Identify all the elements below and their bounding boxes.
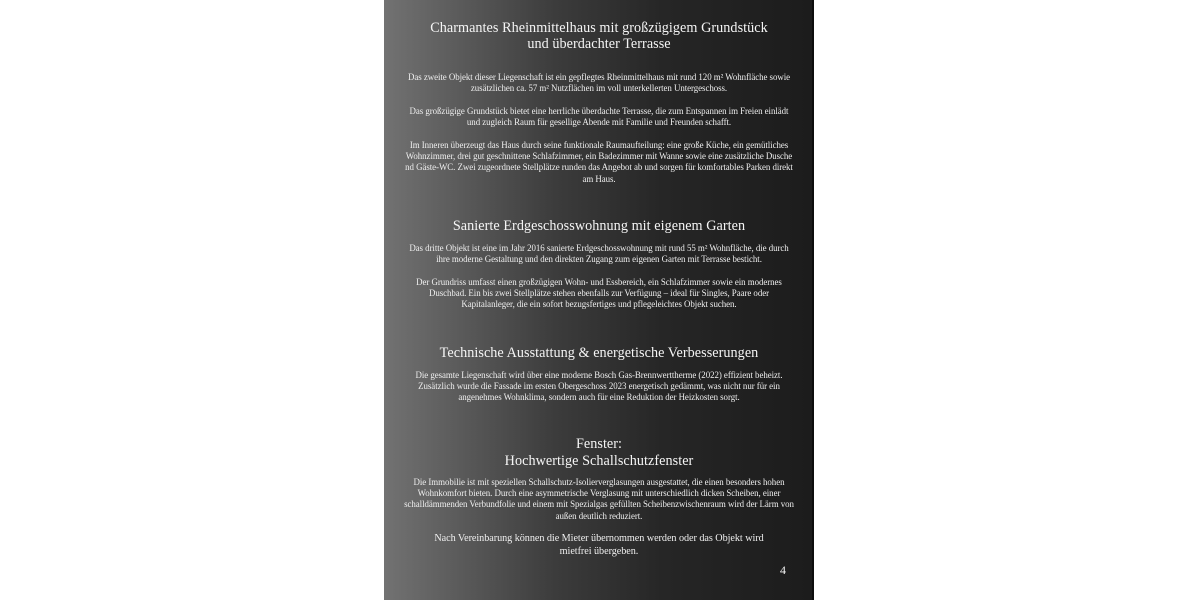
section-paragraph: Der Grundriss umfasst einen großzügigen Wohn- und Essbereich, ein Schlafzimmer sowie ein modernes Duschbad. Ein bis zwei Stellplätze stehen ebenfalls zur Verfügung – ideal für Singles, Paare oder Kapitalanleger, die ein sofort bezugsfertiges und pflegeleichtes Objekt suchen. [416, 277, 782, 310]
section-paragraph: Das großzügige Grundstück bietet eine herrliche überdachte Terrasse, die zum Entspannen im Freien einlädt und zugleich Raum für gesellige Abende mit Familie und Freunden schafft. [409, 106, 789, 128]
document-page [384, 0, 814, 600]
section-paragraph: Die Immobilie ist mit speziellen Schallschutz-Isolierverglasungen ausgestattet, die einen besonders hohen Wohnkomfort bieten. Durch eine asymmetrische Verglasung mit unterschiedlich dicken Scheiben, einer schalldämmenden Verbundfolie und einem mit Spezialgas gefüllten Scheibenzwischenraum wird der Lärm von außen deutlich reduziert. [404, 477, 794, 521]
section-title-line1: Charmantes Rheinmittelhaus mit großzügigem Grundstück [430, 20, 768, 36]
section-title: Technische Ausstattung & energetische Verbesserungen [439, 345, 759, 361]
section-title-line2: und überdachter Terrasse [527, 36, 671, 52]
section-rheinmittelhaus [404, 20, 794, 52]
section-paragraph: Die gesamte Liegenschaft wird über eine moderne Bosch Gas-Brennwerttherme (2022) effizient beheizt. Zusätzlich wurde die Fassade im ersten Obergeschoss 2023 energetisch gedämmt, was nicht nur für ein angenehmes Wohnklima, sondern auch für eine Reduktion der Heizkosten sorgt. [415, 370, 783, 403]
closing-paragraph: Nach Vereinbarung können die Mieter übernommen werden oder das Objekt wird mietfrei übergeben. [434, 533, 764, 557]
page-number: 4 [780, 563, 786, 577]
paragraph-block [404, 277, 794, 311]
section-title: Sanierte Erdgeschosswohnung mit eigenem Garten [452, 218, 746, 234]
paragraph-block [404, 140, 794, 185]
section-paragraph: Das zweite Objekt dieser Liegenschaft ist ein gepflegtes Rheinmittelhaus mit rund 120 m² Wohnfläche sowie zusätzlichen ca. 57 m² Nutzflächen im voll unterkellerten Untergeschoss. [408, 72, 790, 94]
section-title-line1: Fenster: [575, 436, 623, 452]
section-paragraph: Im Inneren überzeugt das Haus durch seine funktionale Raumaufteilung: eine große Küche, ein gemütliches Wohnzimmer, drei gut geschnittene Schlafzimmer, ein Badezimmer mit Wanne sowie eine zusätzliche Dusche nd Gäste-WC. Zwei zugeordnete Stellplätze runden das Angebot ab und sorgen für komfortables Parken direkt am Haus. [405, 140, 793, 184]
section-paragraph: Das dritte Objekt ist eine im Jahr 2016 sanierte Erdgeschosswohnung mit rund 55 m² Wohnfläche, die durch ihre moderne Gestaltung und den direkten Zugang zum eigenen Garten mit Terrasse besticht. [409, 243, 789, 265]
paragraph-block [404, 370, 794, 404]
paragraph-block [404, 106, 794, 128]
closing-note [424, 533, 774, 558]
section-erdgeschosswohnung [404, 218, 794, 234]
section-fenster [404, 436, 794, 470]
section-title [404, 436, 794, 470]
paragraph-block [404, 477, 794, 522]
section-technische-ausstattung [404, 345, 794, 361]
paragraph-block [404, 72, 794, 94]
section-title-line2: Hochwertige Schallschutzfenster [504, 453, 694, 469]
paragraph-block [404, 243, 794, 265]
section-title [404, 20, 794, 52]
